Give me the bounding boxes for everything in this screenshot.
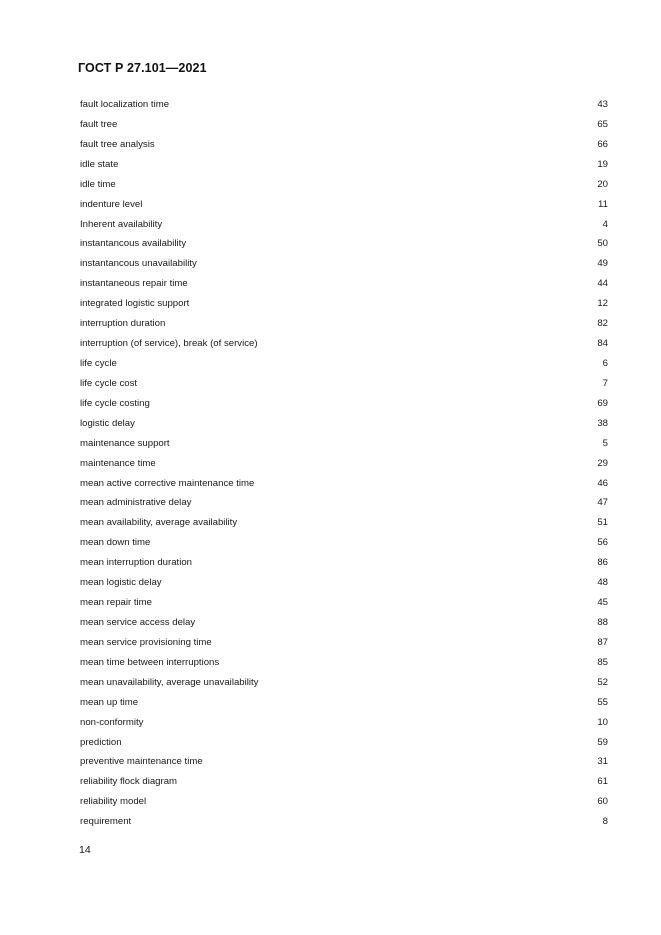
index-term: reliability flock diagram <box>80 776 178 788</box>
index-reference-number: 84 <box>597 338 608 350</box>
index-reference-number: 12 <box>597 298 608 310</box>
index-reference-number: 56 <box>597 537 608 549</box>
index-entry <box>80 274 608 294</box>
index-term: idle time <box>80 178 116 190</box>
index-term: preventive maintenance time <box>80 756 203 768</box>
index-reference-number: 46 <box>597 477 608 489</box>
index-term: fault tree analysis <box>80 138 155 150</box>
index-term: life cycle costing <box>80 397 150 409</box>
index-reference-number: 50 <box>597 238 608 250</box>
index-reference-number: 38 <box>597 417 608 429</box>
index-reference-number: 4 <box>602 218 608 230</box>
index-reference-number: 6 <box>602 357 608 369</box>
term-index-list <box>80 95 608 832</box>
index-reference-number: 55 <box>597 696 608 708</box>
index-reference-number: 86 <box>597 557 608 569</box>
index-reference-number: 51 <box>597 517 608 529</box>
index-entry <box>80 234 608 254</box>
index-term: mean time between interruptions <box>80 656 220 668</box>
index-reference-number: 29 <box>597 457 608 469</box>
index-term: indenture level <box>80 198 143 210</box>
index-term: mean service provisioning time <box>80 636 212 648</box>
index-entry <box>80 673 608 693</box>
index-term: instantaneous repair time <box>80 278 188 290</box>
index-reference-number: 52 <box>597 676 608 688</box>
index-entry <box>80 334 608 354</box>
index-term: mean administrative delay <box>80 497 192 509</box>
index-entry <box>80 454 608 474</box>
index-reference-number: 8 <box>602 816 608 828</box>
index-reference-number: 65 <box>597 118 608 130</box>
index-term: life cycle cost <box>80 377 138 389</box>
index-entry <box>80 533 608 553</box>
index-term: mean interruption duration <box>80 557 192 569</box>
index-term: integrated logistic support <box>80 298 190 310</box>
index-reference-number: 61 <box>597 776 608 788</box>
index-reference-number: 49 <box>597 258 608 270</box>
index-term: instantancous unavailability <box>80 258 197 270</box>
index-entry <box>80 354 608 374</box>
index-entry <box>80 254 608 274</box>
index-reference-number: 19 <box>597 158 608 170</box>
index-term: mean up time <box>80 696 139 708</box>
index-term: mean service access delay <box>80 616 196 628</box>
index-entry <box>80 374 608 394</box>
index-entry <box>80 115 608 135</box>
index-reference-number: 11 <box>598 198 608 210</box>
index-entry <box>80 215 608 235</box>
index-reference-number: 82 <box>597 318 608 330</box>
index-reference-number: 47 <box>597 497 608 509</box>
index-entry <box>80 314 608 334</box>
index-entry <box>80 493 608 513</box>
index-entry <box>80 553 608 573</box>
index-term: mean active corrective maintenance time <box>80 477 255 489</box>
index-reference-number: 5 <box>602 437 608 449</box>
index-entry <box>80 155 608 175</box>
index-reference-number: 44 <box>597 278 608 290</box>
index-entry <box>80 394 608 414</box>
index-entry <box>80 752 608 772</box>
page-header-standard: ГОСТ Р 27.101—2021 <box>78 61 207 75</box>
index-reference-number: 7 <box>602 377 608 389</box>
index-term: mean availability, average availability <box>80 517 238 529</box>
index-term: maintenance time <box>80 457 156 469</box>
index-entry <box>80 414 608 434</box>
index-reference-number: 69 <box>597 397 608 409</box>
index-term: interruption duration <box>80 318 166 330</box>
index-term: idle state <box>80 158 119 170</box>
index-entry <box>80 812 608 832</box>
index-reference-number: 87 <box>597 636 608 648</box>
index-entry <box>80 633 608 653</box>
index-term: life cycle <box>80 357 117 369</box>
index-term: non-conformity <box>80 716 144 728</box>
index-reference-number: 88 <box>597 616 608 628</box>
index-reference-number: 20 <box>597 178 608 190</box>
index-term: fault localization time <box>80 99 170 110</box>
index-entry <box>80 713 608 733</box>
index-entry <box>80 195 608 215</box>
index-entry <box>80 653 608 673</box>
index-term: instantancous availability <box>80 238 187 250</box>
index-reference-number: 43 <box>597 99 608 110</box>
index-term: Inherent availability <box>80 218 163 230</box>
index-term: fault tree <box>80 118 118 130</box>
index-reference-number: 31 <box>597 756 608 768</box>
index-term: mean logistic delay <box>80 577 162 589</box>
index-reference-number: 60 <box>597 796 608 808</box>
page-number: 14 <box>79 844 91 856</box>
index-entry <box>80 474 608 494</box>
index-reference-number: 45 <box>597 597 608 609</box>
index-entry <box>80 792 608 812</box>
index-reference-number: 85 <box>597 656 608 668</box>
index-entry <box>80 135 608 155</box>
index-term: interruption (of service), break (of service) <box>80 338 258 350</box>
index-entry <box>80 573 608 593</box>
index-reference-number: 66 <box>597 138 608 150</box>
index-reference-number: 48 <box>597 577 608 589</box>
index-entry <box>80 613 608 633</box>
index-entry <box>80 772 608 792</box>
index-reference-number: 59 <box>597 736 608 748</box>
index-entry <box>80 95 608 115</box>
index-entry <box>80 513 608 533</box>
index-entry <box>80 593 608 613</box>
index-term: mean down time <box>80 537 151 549</box>
index-term: prediction <box>80 736 122 748</box>
index-term: mean repair time <box>80 597 152 609</box>
index-entry <box>80 693 608 713</box>
index-entry <box>80 294 608 314</box>
index-term: logistic delay <box>80 417 135 429</box>
index-entry <box>80 733 608 753</box>
index-reference-number: 10 <box>597 716 608 728</box>
index-term: requirement <box>80 816 132 828</box>
index-term: maintenance support <box>80 437 170 449</box>
index-entry <box>80 175 608 195</box>
index-term: reliability model <box>80 796 147 808</box>
index-term: mean unavailability, average unavailability <box>80 676 259 688</box>
index-entry <box>80 434 608 454</box>
